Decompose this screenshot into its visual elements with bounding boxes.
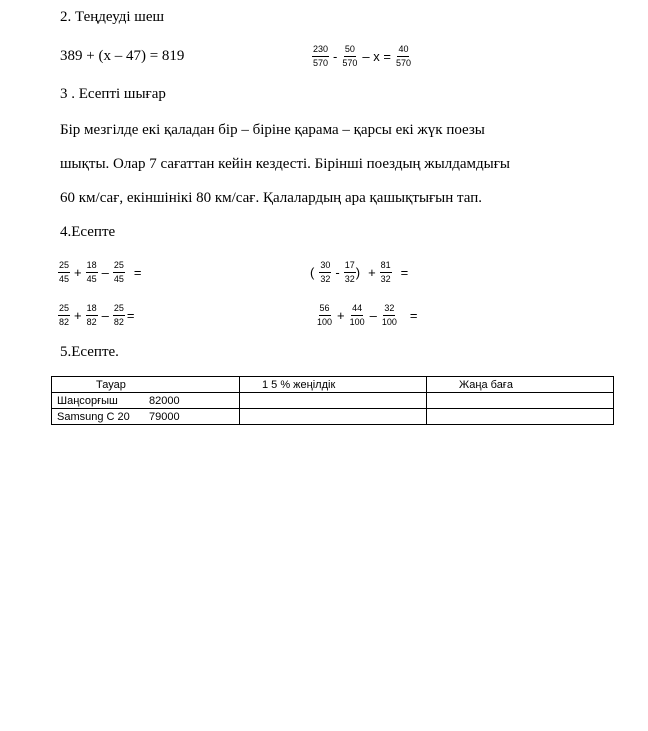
task5-heading: 5.Есепте. <box>60 344 119 360</box>
equals-sign: = <box>400 265 409 280</box>
operator: + <box>337 308 345 323</box>
product-price: 79000 <box>149 410 180 423</box>
fraction: $\frac{230}{570}$ <box>313 44 329 68</box>
product-price: 82000 <box>149 394 180 407</box>
operator: + <box>74 308 82 323</box>
close-parenthesis: ) <box>355 265 361 280</box>
table-cell-product <box>52 409 240 425</box>
task4-expression-4 <box>316 303 422 328</box>
task2-equation-1: 389 + (x – 47) = 819 <box>60 48 185 64</box>
fraction: $\frac{25}{45}$ <box>59 260 70 284</box>
operator: – <box>101 308 109 323</box>
fraction: $\frac{40}{570}$ <box>395 44 411 68</box>
operator: + <box>368 265 376 280</box>
table-cell-discount <box>240 393 427 409</box>
fraction: $\frac{44}{100}$ <box>349 303 365 327</box>
operator: - <box>333 49 338 64</box>
task2-heading: 2. Теңдеуді шеш <box>60 9 165 25</box>
equals-sign: = <box>126 308 135 323</box>
fraction: $\frac{50}{570}$ <box>342 44 358 68</box>
table-cell-new-price <box>427 393 614 409</box>
equals-sign: = <box>133 265 142 280</box>
fraction: $\frac{18}{82}$ <box>86 303 97 327</box>
fraction: $\frac{25}{82}$ <box>59 303 70 327</box>
task2-equation-2 <box>312 44 412 69</box>
price-table <box>51 376 614 425</box>
operator: – <box>101 265 109 280</box>
product-name: Шаңсорғыш <box>57 394 118 407</box>
table-header-new-price: Жаңа баға <box>427 377 614 393</box>
table-header-row <box>52 377 614 393</box>
task3-text-line-3: 60 км/сағ, екіншінікі 80 км/сағ. Қалалардың ара қашықтығын тап. <box>60 190 482 206</box>
fraction: $\frac{25}{82}$ <box>113 303 124 327</box>
fraction: $\frac{18}{45}$ <box>86 260 97 284</box>
table-header-discount: 1 5 % жеңілдік <box>240 377 427 393</box>
fraction: $\frac{56}{100}$ <box>317 303 333 327</box>
operator: – x = <box>362 49 391 64</box>
task3-text-line-2: шықты. Олар 7 сағаттан кейін кездесті. Бірінші поездың жылдамдығы <box>60 156 510 172</box>
fraction: $\frac{30}{32}$ <box>320 260 331 284</box>
table-row <box>52 393 614 409</box>
fraction: $\frac{17}{32}$ <box>344 260 355 284</box>
task3-heading: 3 . Есепті шығар <box>60 86 166 102</box>
table-header-product: Тауар <box>52 377 240 393</box>
table-row <box>52 409 614 425</box>
equals-sign: = <box>409 308 418 323</box>
fraction: $\frac{32}{100}$ <box>381 303 397 327</box>
operator: - <box>335 265 340 280</box>
product-name: Samsung C 20 <box>57 410 130 423</box>
table-cell-new-price <box>427 409 614 425</box>
table-cell-product <box>52 393 240 409</box>
task4-expression-3 <box>58 303 138 328</box>
operator: – <box>369 308 377 323</box>
task3-text-line-1: Бір мезгілде екі қаладан бір – біріне қарама – қарсы екі жүк поезы <box>60 122 485 138</box>
task4-expression-2 <box>310 260 412 285</box>
table-cell-discount <box>240 409 427 425</box>
operator: + <box>74 265 82 280</box>
fraction: $\frac{25}{45}$ <box>113 260 124 284</box>
task4-heading: 4.Есепте <box>60 224 116 240</box>
fraction: $\frac{81}{32}$ <box>380 260 391 284</box>
task4-expression-1 <box>58 260 145 285</box>
open-parenthesis: ( <box>310 265 315 280</box>
